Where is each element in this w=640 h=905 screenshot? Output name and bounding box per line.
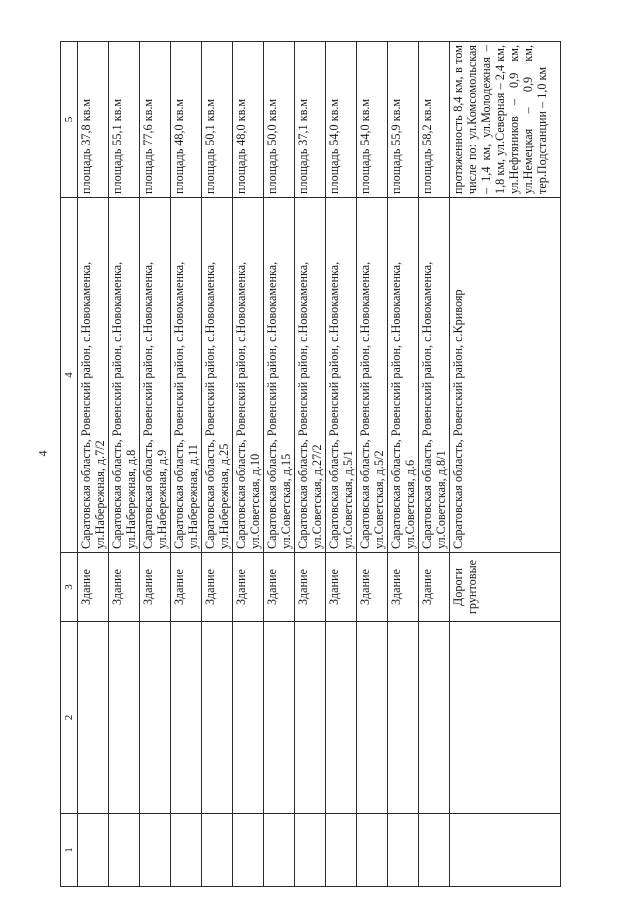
object-info: площадь 48,0 кв.м [233,42,264,198]
table-row [233,42,264,887]
cell-col2 [109,622,140,814]
table-row [78,42,109,887]
column-number: 5 [61,42,78,198]
object-info: площадь 48,0 кв.м [171,42,202,198]
table-row [295,42,326,887]
cell-col1 [388,814,419,887]
cell-col2 [140,622,171,814]
object-info: площадь 54,0 кв.м [326,42,357,198]
cell-col1 [419,814,450,887]
rotated-table-container [60,45,580,887]
page-number: 4 [35,450,50,457]
cell-col1 [233,814,264,887]
object-address: Саратовская область, Ровенский район, с.Новокаменка, ул.Советская, д.10 [233,198,264,553]
column-number: 2 [61,622,78,814]
table-row [357,42,388,887]
cell-col2 [233,622,264,814]
cell-col2 [295,622,326,814]
cell-col2 [388,622,419,814]
table-row [109,42,140,887]
cell-col1 [357,814,388,887]
object-info: площадь 50,1 кв.м [202,42,233,198]
object-info: площадь 37,1 кв.м [295,42,326,198]
object-address: Саратовская область, Ровенский район, с.Новокаменка, ул.Советская, д.15 [264,198,295,553]
cell-col1 [202,814,233,887]
object-address: Саратовская область, Ровенский район, с.Новокаменка, ул.Набережная, д.11 [171,198,202,553]
object-type: Здание [171,553,202,622]
object-info: площадь 55,1 кв.м [109,42,140,198]
object-info: площадь 37,8 кв.м [78,42,109,198]
cell-col2 [171,622,202,814]
object-info: площадь 50,0 кв.м [264,42,295,198]
object-address: Саратовская область, Ровенский район, с.Кривояр [450,198,561,553]
cell-col2 [264,622,295,814]
object-address: Саратовская область, Ровенский район, с.Новокаменка, ул.Советская, д.5/1 [326,198,357,553]
object-type: Здание [419,553,450,622]
table-row [450,42,561,887]
cell-col1 [450,814,561,887]
object-address: Саратовская область, Ровенский район, с.Новокаменка, ул.Набережная, д.25 [202,198,233,553]
cell-col2 [326,622,357,814]
object-type: Здание [295,553,326,622]
object-type: Здание [357,553,388,622]
object-address: Саратовская область, Ровенский район, с.Новокаменка, ул.Набережная, д.9 [140,198,171,553]
object-type: Дороги грунтовые [450,553,561,622]
object-address: Саратовская область, Ровенский район, с.Новокаменка, ул.Набережная, д.8 [109,198,140,553]
object-type: Здание [233,553,264,622]
object-type: Здание [109,553,140,622]
cell-col2 [419,622,450,814]
table-row [140,42,171,887]
object-type: Здание [326,553,357,622]
table-row [388,42,419,887]
column-number-row [61,42,78,887]
cell-col2 [450,622,561,814]
column-number: 3 [61,553,78,622]
column-number: 4 [61,198,78,553]
object-info: площадь 55,9 кв.м [388,42,419,198]
cell-col2 [78,622,109,814]
cell-col1 [295,814,326,887]
table-row [326,42,357,887]
column-number: 1 [61,814,78,887]
cell-col1 [264,814,295,887]
cell-col1 [140,814,171,887]
cell-col1 [78,814,109,887]
object-type: Здание [78,553,109,622]
object-info: протяженность 8,4 км, в том числе по: ул.Комсомольская – 1,4 км, ул.Молодежная – 1,8 км, ул.Северная – 2,4 км, ул.Нефтяников – 0,9 км, ул.Немецкая – 0,9 км, тер.Подстанции – 1,0 км [450,42,561,198]
object-info: площадь 58,2 кв.м [419,42,450,198]
object-address: Саратовская область, Ровенский район, с.Новокаменка, ул.Советская, д.6 [388,198,419,553]
object-address: Саратовская область, Ровенский район, с.Новокаменка, ул.Советская, д.5/2 [357,198,388,553]
cell-col1 [109,814,140,887]
table-row [264,42,295,887]
object-type: Здание [140,553,171,622]
cell-col1 [326,814,357,887]
table-row [202,42,233,887]
object-address: Саратовская область, Ровенский район, с.Новокаменка, ул.Набережная, д.7/2 [78,198,109,553]
property-table [60,41,561,887]
object-type: Здание [202,553,233,622]
object-type: Здание [388,553,419,622]
cell-col2 [357,622,388,814]
cell-col2 [202,622,233,814]
object-address: Саратовская область, Ровенский район, с.Новокаменка, ул.Советская, д.8/1 [419,198,450,553]
cell-col1 [171,814,202,887]
object-info: площадь 77,6 кв.м [140,42,171,198]
table-row [419,42,450,887]
object-info: площадь 54,0 кв.м [357,42,388,198]
table-row [171,42,202,887]
object-type: Здание [264,553,295,622]
object-address: Саратовская область, Ровенский район, с.Новокаменка, ул.Советская, д.27/2 [295,198,326,553]
